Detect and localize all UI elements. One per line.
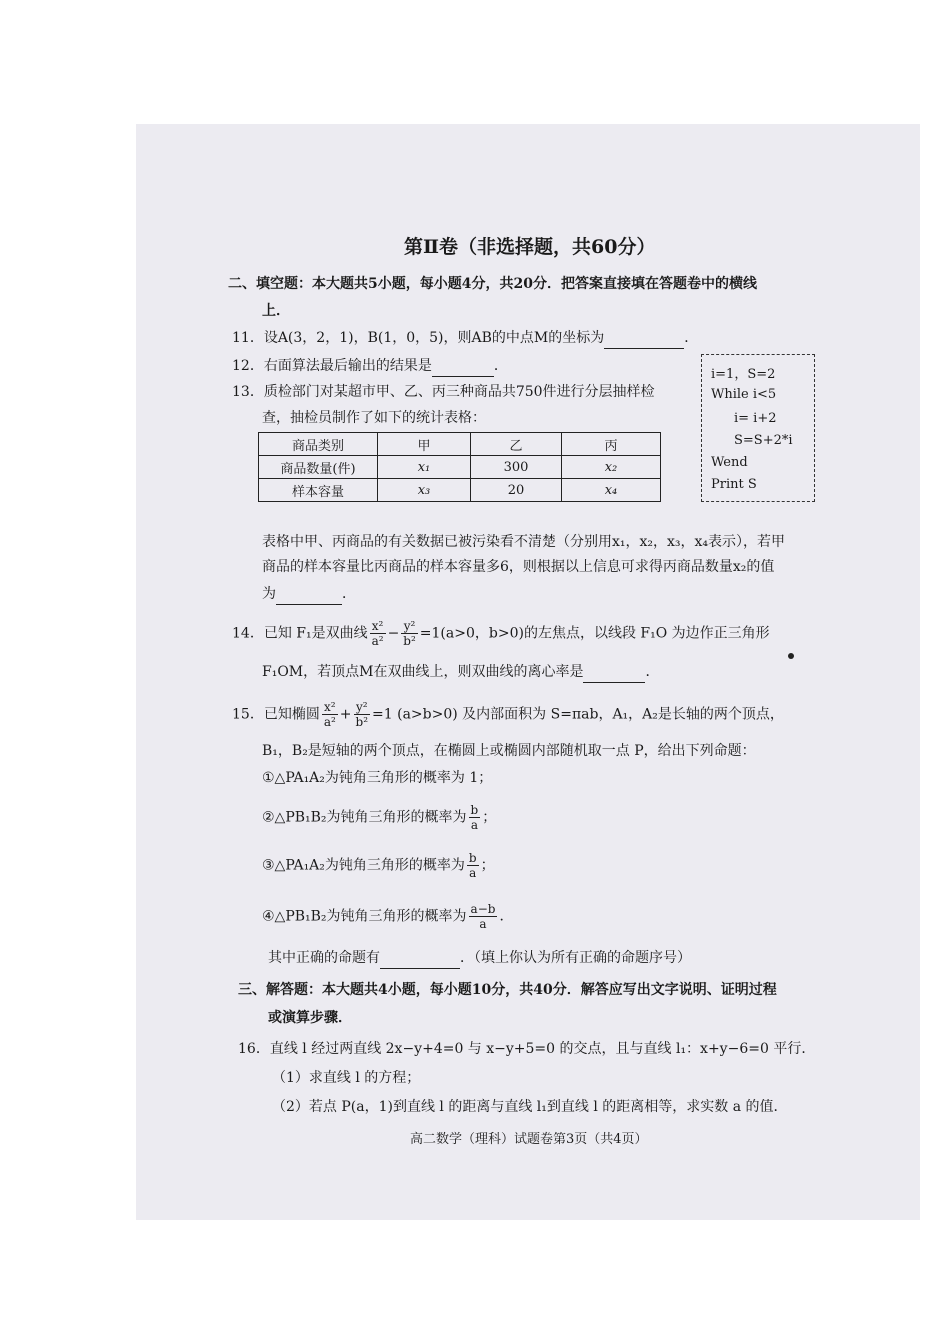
- question-13-line2: 查，抽检员制作了如下的统计表格：: [262, 410, 486, 426]
- table-cell: 20: [471, 479, 562, 502]
- proposition-1: ①△PA₁A₂为钝角三角形的概率为 1；: [262, 770, 493, 786]
- table-row: [259, 479, 661, 502]
- table-cell: 样本容量: [259, 479, 378, 502]
- ink-dot: [788, 653, 794, 659]
- proposition-2: ②△PB₁B₂为钝角三角形的概率为 $\frac{b}{a}$ ；: [262, 803, 497, 832]
- algorithm-line: i=1，S=2: [711, 367, 776, 382]
- question-14-line2: F₁OM，若顶点M在双曲线上，则双曲线的离心率是 ．: [262, 662, 659, 683]
- algorithm-line: i= i+2: [734, 411, 777, 426]
- fraction: $\frac{\text{x²}}{\text{a²}}$: [323, 700, 336, 729]
- table-row: [259, 433, 661, 456]
- table-header-cell: 甲: [378, 433, 471, 456]
- fraction: $\frac{a-b}{a}$: [470, 902, 496, 931]
- algorithm-line: Wend: [711, 455, 748, 470]
- table-header-cell: 丙: [562, 433, 661, 456]
- question-16-part2: （2）若点 P(a，1)到直线 l 的距离与直线 l₁到直线 l 的距离相等，求实数 a 的值．: [272, 1099, 788, 1115]
- table-cell: x₁: [378, 456, 471, 479]
- question-11: 11．设A(3，2，1)，B(1，0，5)，则AB的中点M的坐标为 ．: [232, 328, 698, 349]
- question-15: 15．已知椭圆 $\frac{\text{x²}}{\text{a²}}$ + $\frac{\text{y²}}{\text{b²}}$ =1 (a>b>0) 及内部面积为 S=πab，A₁，A₂是长轴的两个顶点，: [232, 700, 784, 729]
- fraction: $\frac{b}{a}$: [470, 803, 479, 832]
- question-15-line2: B₁，B₂是短轴的两个顶点，在椭圆上或椭圆内部随机取一点 P，给出下列命题：: [262, 743, 756, 759]
- page-footer: 高二数学（理科）试题卷第3页（共4页）: [410, 1132, 648, 1147]
- question-16-part1: （1）求直线 l 的方程；: [272, 1070, 421, 1086]
- question-13-text-1: 表格中甲、丙商品的有关数据已被污染看不清楚（分别用x₁，x₂，x₃，x₄表示），若甲: [262, 534, 786, 550]
- algorithm-box: [701, 354, 815, 502]
- question-14: 14．已知 F₁是双曲线 $\frac{\text{x²}}{\text{a²}}$ − $\frac{\text{y²}}{\text{b²}}$ =1(a>0，b>0)的左焦点，以线段 F₁O 为边作正三角形: [232, 619, 770, 648]
- table-cell: x₄: [562, 479, 661, 502]
- table-row: [259, 456, 661, 479]
- question-12: 12．右面算法最后输出的结果是 ．: [232, 356, 508, 377]
- fraction: $\frac{\text{y²}}{\text{b²}}$: [403, 619, 416, 648]
- question-16: 16．直线 l 经过两直线 2x−y+4=0 与 x−y+5=0 的交点，且与直线 l₁：x+y−6=0 平行．: [238, 1041, 816, 1057]
- table-header-cell: 商品类别: [259, 433, 378, 456]
- table-header-cell: 乙: [471, 433, 562, 456]
- fraction: $\frac{\text{x²}}{\text{a²}}$: [371, 619, 384, 648]
- algorithm-line: Print S: [711, 477, 757, 492]
- table-cell: x₃: [378, 479, 471, 502]
- section-title: 第Ⅱ卷（非选择题，共60分）: [404, 236, 656, 258]
- table-cell: 商品数量(件): [259, 456, 378, 479]
- question-13-text-2: 商品的样本容量比丙商品的样本容量多6，则根据以上信息可求得丙商品数量x₂的值: [262, 559, 775, 575]
- answer-blank: [583, 662, 645, 683]
- question-15-answer: 其中正确的命题有 ．（填上你认为所有正确的命题序号）: [268, 948, 691, 969]
- table-cell: x₂: [562, 456, 661, 479]
- solution-heading: 三、解答题：本大题共4小题，每小题10分，共40分．解答应写出文字说明、证明过程: [238, 982, 777, 998]
- algorithm-line: While i<5: [711, 387, 777, 402]
- question-13-line1: 13．质检部门对某超市甲、乙、丙三种商品共750件进行分层抽样检: [232, 384, 655, 400]
- table-cell: 300: [471, 456, 562, 479]
- answer-blank: [380, 948, 460, 969]
- fill-in-heading: 二、填空题：本大题共5小题，每小题4分，共20分．把答案直接填在答题卷中的横线: [228, 276, 757, 292]
- fill-in-heading-cont: 上．: [262, 303, 290, 319]
- answer-blank: [432, 356, 494, 377]
- answer-blank: [276, 584, 342, 605]
- fraction: $\frac{\text{y²}}{\text{b²}}$: [355, 700, 369, 729]
- solution-heading-cont: 或演算步骤．: [268, 1010, 352, 1026]
- question-13-text-3: 为 ．: [262, 584, 356, 605]
- fraction: $\frac{b}{a}$: [468, 851, 477, 880]
- proposition-4: ④△PB₁B₂为钝角三角形的概率为 $\frac{a-b}{a}$ ．: [262, 902, 514, 931]
- answer-blank: [604, 328, 684, 349]
- statistics-table: [258, 432, 661, 502]
- algorithm-line: S=S+2*i: [734, 433, 793, 448]
- proposition-3: ③△PA₁A₂为钝角三角形的概率为 $\frac{b}{a}$ ；: [262, 851, 495, 880]
